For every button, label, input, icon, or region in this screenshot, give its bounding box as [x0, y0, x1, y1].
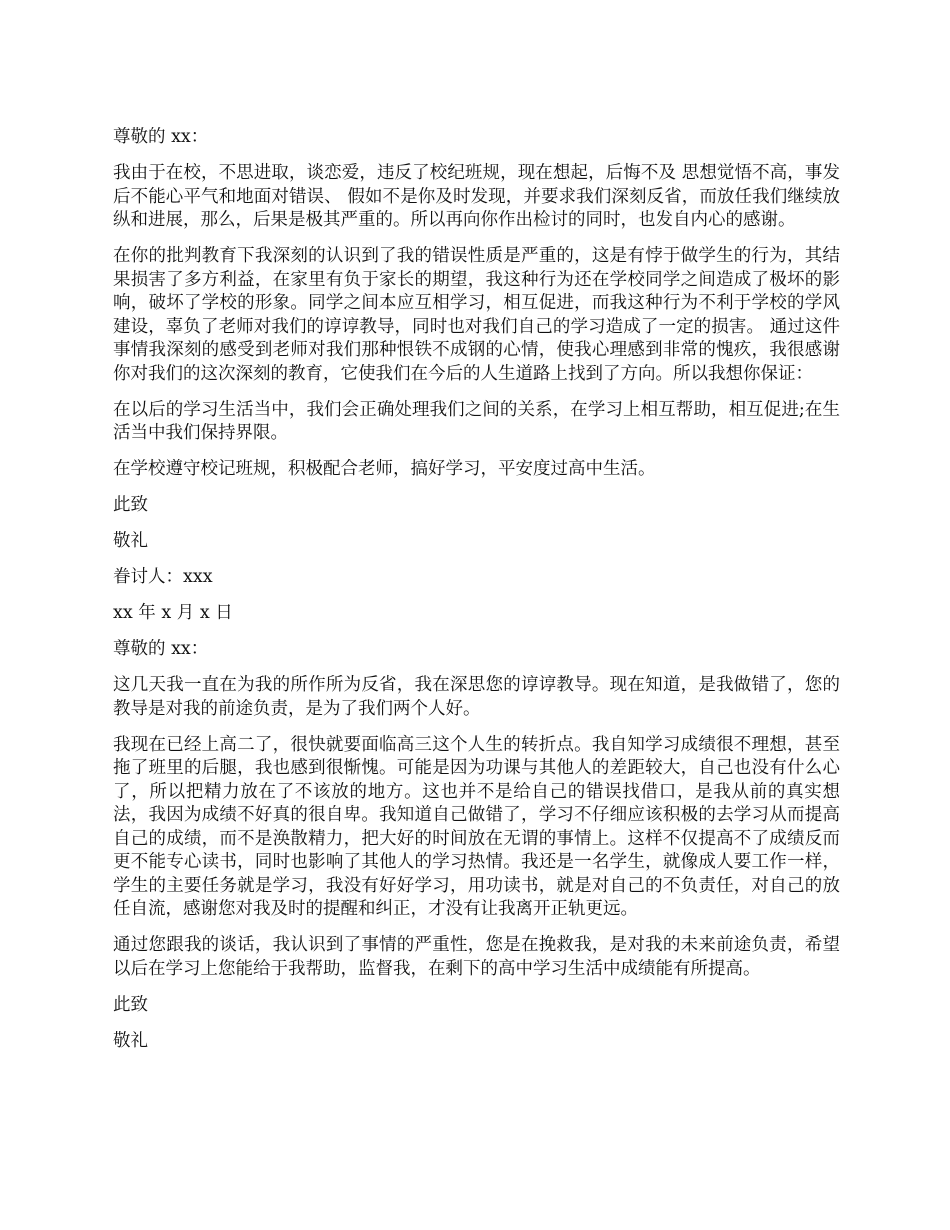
document-body	[113, 126, 840, 1066]
body-paragraph: 在学校遵守校记班规，积极配合老师，搞好学习，平安度过高中生活。	[113, 459, 656, 479]
salutation: 尊敬的 xx：	[113, 127, 209, 147]
body-paragraph: 这几天我一直在为我的所作所为反省，我在深思您的谆谆教导。现在知道，是我做错了，您的教导是对我的前途负责，是为了我们两个人好。	[113, 675, 840, 719]
body-paragraph: 通过您跟我的谈话，我认识到了事情的严重性，您是在挽救我，是对我的未来前途负责，希望以后在学习上您能给于我帮助，监督我，在剩下的高中学习生活中成绩能有所提高。	[113, 935, 840, 979]
body-paragraph: 我现在已经上高二了，很快就要面临高三这个人生的转折点。我自知学习成绩很不理想，甚至拖了班里的后腿，我也感到很惭愧。可能是因为功课与其他人的差距较大，自己也没有什么心了，所以把精力放在了不该放的地方。这也并不是给自己的错误找借口，是我从前的真实想法，我因为成绩不好真的很自卑。我知道自己做错了，学习不仔细应该积极的去学习从而提高自己的成绩，而不是涣散精力，把大好的时间放在无谓的事情上。这样不仅提高不了成绩反而更不能专心读书，同时也影响了其他人的学习热情。我还是一名学生，就像成人要工作一样，学生的主要任务就是学习，我没有好好学习，用功读书，就是对自己的不负责任，对自己的放任自流，感谢您对我及时的提醒和纠正，才没有让我离开正轨更远。	[113, 734, 840, 919]
salutation: 尊敬的 xx：	[113, 639, 209, 659]
closing-cizhi: 此致	[113, 994, 148, 1015]
closing-jingli: 敬礼	[113, 1030, 148, 1051]
date-line: xx 年 x 月 x 日	[113, 603, 233, 623]
signature-line: 眷讨人：xxx	[113, 567, 213, 587]
body-paragraph: 在你的批判教育下我深刻的认识到了我的错误性质是严重的，这是有悖于做学生的行为，其结果损害了多方利益，在家里有负于家长的期望，我这种行为还在学校同学之间造成了极坏的影响，破坏了学校的形象。同学之间本应互相学习，相互促进，而我这种行为不利于学校的学风建设，辜负了老师对我们的谆谆教导，同时也对我们自己的学习造成了一定的损害。 通过这件事情我深刻的感受到老师对我们那种恨铁不成钢的心情，使我心理感到非常的愧疚，我很感谢你对我们的这次深刻的教育，它使我们在今后的人生道路上找到了方向。所以我想你保证：	[113, 246, 840, 384]
closing-cizhi: 此致	[113, 495, 148, 515]
closing-jingli: 敬礼	[113, 531, 148, 551]
body-paragraph: 在以后的学习生活当中，我们会正确处理我们之间的关系，在学习上相互帮助，相互促进;在生活当中我们保持界限。	[113, 399, 840, 443]
body-paragraph: 我由于在校，不思进取，谈恋爱，违反了校纪班规，现在想起，后悔不及 思想觉悟不高，事发后不能心平气和地面对错误、 假如不是你及时发现，并要求我们深刻反省，而放任我们继续放纵和进展，那么，后果是极其严重的。所以再向你作出检讨的同时，也发自内心的感谢。	[113, 163, 840, 230]
